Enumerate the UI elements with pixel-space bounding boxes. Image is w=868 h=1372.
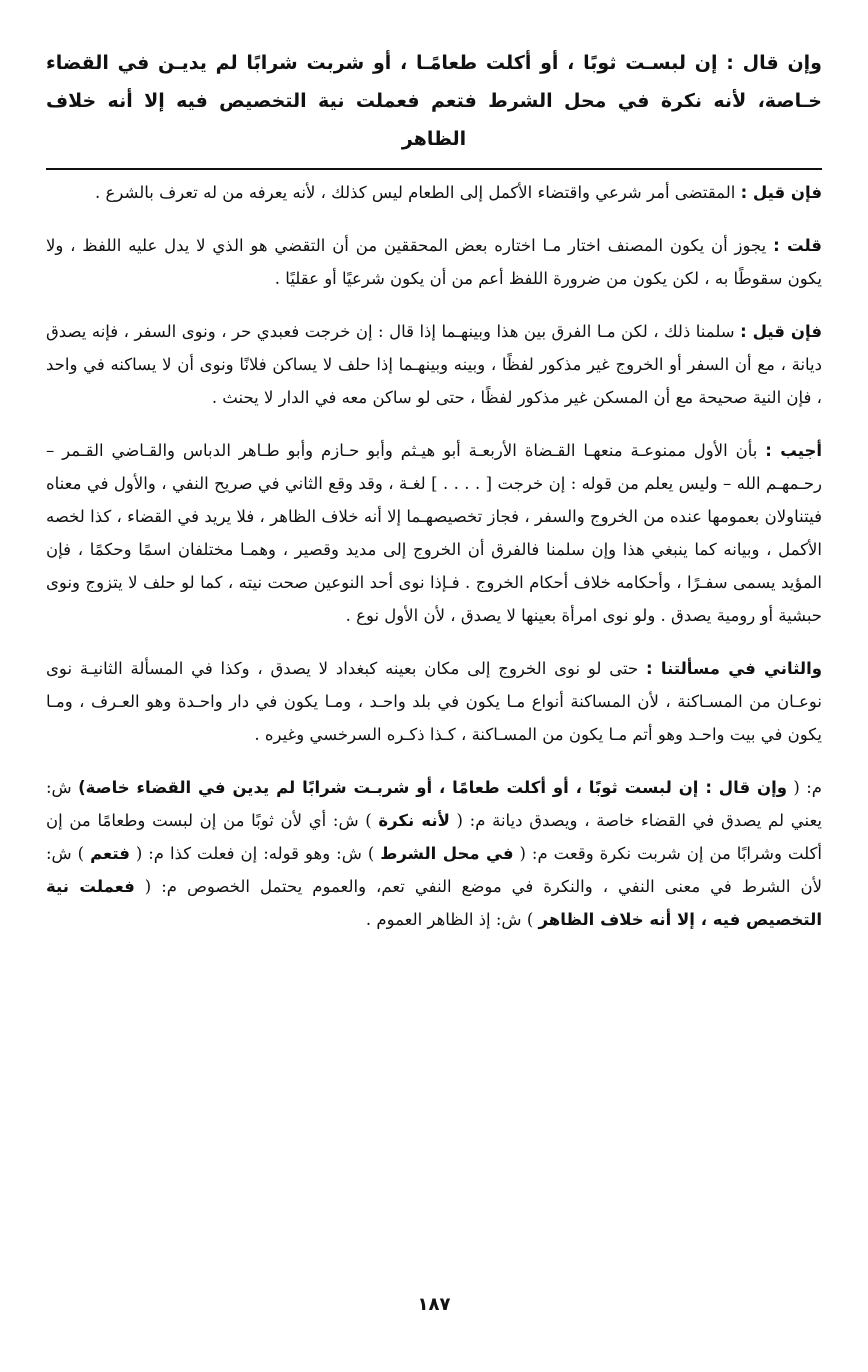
- page-number: ١٨٧: [417, 1294, 451, 1315]
- segment: ش: يعني لم يصدق في القضاء خاصة ، ويصدق ديانة م: (: [46, 778, 822, 830]
- commentary-body: [46, 176, 822, 936]
- paragraph-2: [46, 229, 822, 295]
- segment: ) ش: أي لأن ثوبًا من إن لبست وطعامًا من إن أكلت وشرابًا من إن شربت نكرة وقعت م: (: [46, 811, 822, 863]
- matn-quote: وإن قال : إن لبست ثوبًا ، أو أكلت طعامًا ، أو شربـت شرابًا لم يدين في القضاء خاصة): [78, 778, 788, 797]
- paragraph-4: [46, 434, 822, 632]
- matn-header: وإن قال : إن لبسـت ثوبًا ، أو أكلت طعامًـا ، أو شربت شرابًا لم يديـن في القضاء خـاصة، لأنه نكرة في محل الشرط فتعم فعملت نية التخصيص فيه إلا أنه خلاف الظاهر: [46, 52, 822, 150]
- segment: م: (: [787, 778, 823, 797]
- page: [46, 44, 822, 956]
- paragraph-3: [46, 315, 822, 414]
- paragraph-lead: والثاني في مسألتنا :: [646, 659, 822, 678]
- segment: ) ش: وهو قوله: إن فعلت كذا م: (: [129, 844, 381, 863]
- paragraph-5: [46, 652, 822, 751]
- paragraph-1: [46, 176, 822, 209]
- segment: ) ش: لأن الشرط في معنى النفي ، والنكرة في موضع النفي تعم، والعموم يحتمل الخصوص م: (: [46, 844, 822, 896]
- paragraph-lead: أجيب :: [765, 441, 822, 460]
- paragraph-6: [46, 771, 822, 936]
- matn-quote: فعملت نية التخصيص فيه ، إلا أنه خلاف الظاهر: [46, 877, 822, 929]
- paragraph-text: بأن الأول ممنوعـة منعهـا القـضاة الأربعـة أبو هيـثم وأبو حـازم وأبو طـاهر الدباس والقـاضي القـمر – رحـمهـم الله – وليس يعلم من قوله : إن خرجت [ . . . . ] لغـة ، وقد وقع الثاني في صريح النفي ، والأول في معناه فيتناولان بعمومها عنده من الخروج والسفر ، فجاز تخصيصهـما إلا أنه خلاف الظاهر ، فلا يريد في القضاء ، كذا لخصه الأكمل ، وبيانه كما ينبغي هذا وإن سلمنا فالفرق أن الخروج إلى مديد وقصير ، وهمـا مختلفان اسمًا وحكمًا ، فإن المؤيد يسمى سفـرًا ، وأحكامه خلاف أحكام الخروج . فـإذا نوى أحد النوعين صحت نيته ، كما لو حلف لا يتزوج ونوى حبشية أو رومية يصدق . ولو نوى امرأة بعينها لا يصدق ، لأن الأول نوع .: [46, 441, 822, 625]
- matn-quote: لأنه نكرة: [378, 811, 450, 830]
- paragraph-text: يجوز أن يكون المصنف اختار مـا اختاره بعض المحققين من أن التقضي هو الذي لا يدل عليه اللفظ ، ولا يكون سقوطًا به ، لكن يكون من ضرورة اللفظ أعم من أن يكون شرعيًا أو عقليًا .: [46, 236, 822, 288]
- paragraph-lead: فإن قيل :: [740, 322, 822, 341]
- matn-quote: فتعم: [90, 844, 130, 863]
- segment: ) ش: إذ الظاهر العموم .: [365, 910, 539, 929]
- header-divider: [46, 168, 822, 170]
- paragraph-lead: قلت :: [773, 236, 822, 255]
- paragraph-text: سلمنا ذلك ، لكن مـا الفرق بين هذا وبينهـما إذا قال : إن خرجت فعبدي حر ، ونوى السفر ، فإنه يصدق ديانة ، مع أن السفر أو الخروج غير مذكور لفظًا ، وبينه وبينهـما إذا حلف لا يساكن فلانًا ونوى أن لا يساكنه في واحد ، فإن النية صحيحة مع أن المسكن غير مذكور لفظًا ، حتى لو ساكن معه في الدار لا يحنث .: [46, 322, 822, 407]
- paragraph-text: حتى لو نوى الخروج إلى مكان بعينه كبغداد لا يصدق ، وكذا في المسألة الثانيـة نوى نوعـان من المسـاكنة ، لأن المساكنة أنواع مـا يكون في بلد واحـد ، ومـا يكون في دار واحـدة وهو العـرف ، ومـا يكون في بيت واحـد وهو أتم مـا يكون من المسـاكنة ، كـذا ذكـره السرخسي وغيره .: [46, 659, 822, 744]
- paragraph-text: المقتضى أمر شرعي واقتضاء الأكمل إلى الطعام ليس كذلك ، لأنه يعرفه من له تعرف بالشرع .: [95, 183, 741, 202]
- matn-quote: في محل الشرط: [380, 844, 514, 863]
- paragraph-lead: فإن قيل :: [740, 183, 822, 202]
